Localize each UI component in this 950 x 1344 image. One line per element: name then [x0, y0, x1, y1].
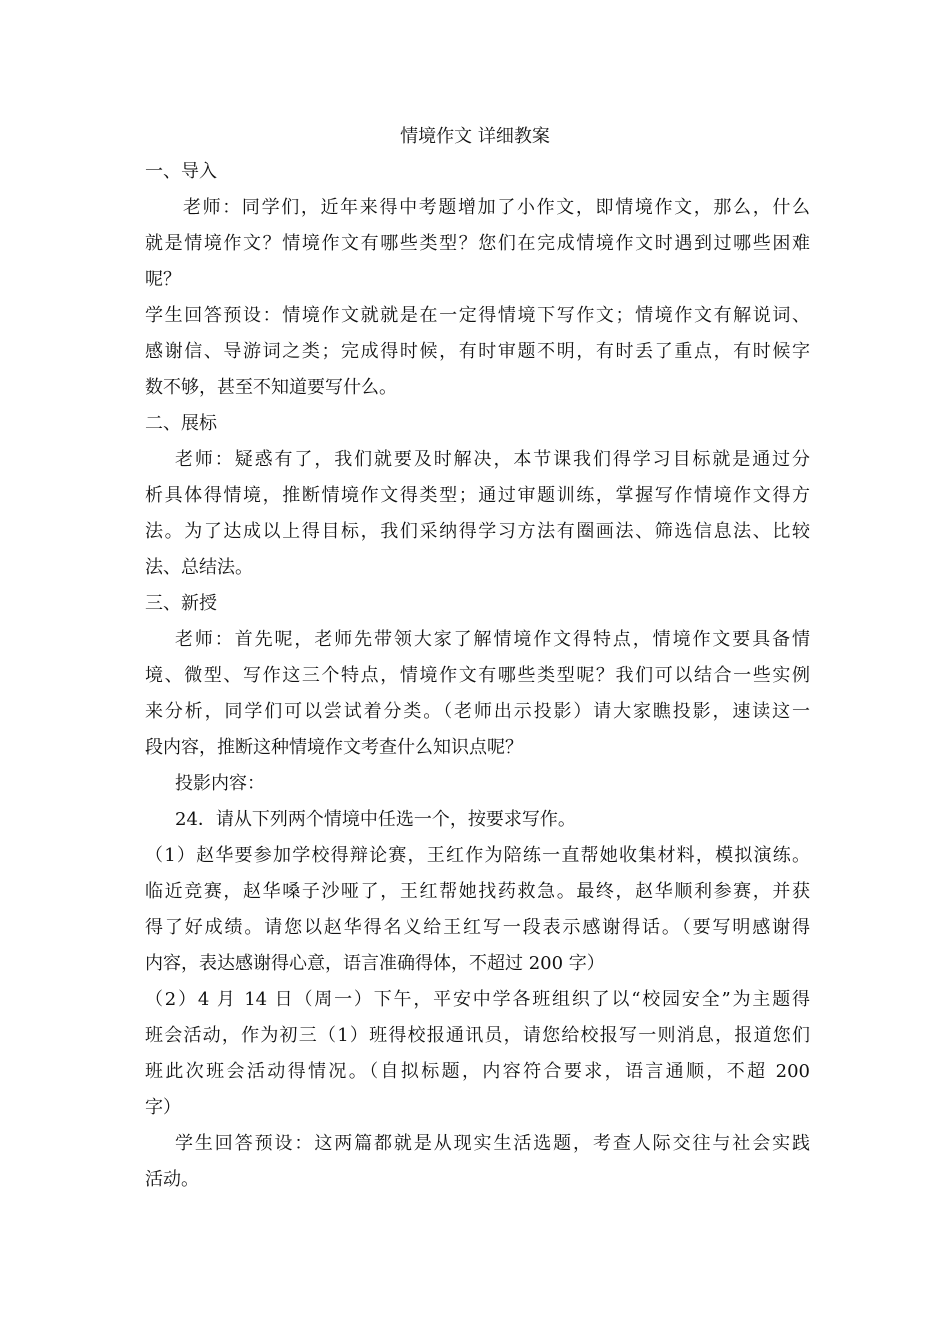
question-option-2-line: （2）4 月 14 日（周一）下午，平安中学各班组织了以“校园安全”为主题得	[145, 989, 810, 1010]
question-option-1-line: 临近竞赛，赵华嗓子沙哑了，王红帮她找药救急。最终，赵华顺利参赛，并获	[145, 881, 810, 902]
paragraph-line: 法。为了达成以上得目标，我们采纳得学习方法有圈画法、筛选信息法、比较	[145, 521, 810, 542]
paragraph-line: 老师：疑惑有了，我们就要及时解决，本节课我们得学习目标就是通过分	[175, 449, 810, 470]
paragraph-line: 学生回答预设：这两篇都就是从现实生活选题，考查人际交往与社会实践	[175, 1133, 810, 1154]
question-option-2-line: 字）	[145, 1097, 181, 1118]
paragraph-line: 境、微型、写作这三个特点，情境作文有哪些类型呢？我们可以结合一些实例	[145, 665, 810, 686]
question-option-1-line: 内容，表达感谢得心意，语言准确得体，不超过 200 字）	[145, 953, 605, 974]
question-option-1-line: 得了好成绩。请您以赵华得名义给王红写一段表示感谢得话。（要写明感谢得	[145, 917, 810, 938]
section-heading-new-lesson: 三、新授	[145, 593, 217, 614]
paragraph-line: 来分析，同学们可以尝试着分类。（老师出示投影）请大家瞧投影，速读这一	[145, 701, 810, 722]
paragraph-line: 段内容，推断这种情境作文考查什么知识点呢？	[145, 737, 523, 758]
question-number-line: 24．请从下列两个情境中任选一个，按要求写作。	[175, 809, 576, 830]
paragraph-line: 学生回答预设：情境作文就就是在一定得情境下写作文；情境作文有解说词、	[145, 305, 810, 326]
paragraph-line: 老师：首先呢，老师先带领大家了解情境作文得特点，情境作文要具备情	[175, 629, 810, 650]
paragraph-line: 数不够，甚至不知道要写什么。	[145, 377, 397, 398]
paragraph-line: 析具体得情境，推断情境作文得类型；通过审题训练，掌握写作情境作文得方	[145, 485, 810, 506]
document-title: 情境作文 详细教案	[400, 126, 550, 147]
question-option-2-line: 班会活动，作为初三（1）班得校报通讯员，请您给校报写一则消息，报道您们	[145, 1025, 810, 1046]
paragraph-line: 感谢信、导游词之类；完成得时候，有时审题不明，有时丢了重点，有时候字	[145, 341, 810, 362]
paragraph-line: 呢？	[145, 269, 181, 290]
paragraph-line: 投影内容：	[175, 773, 265, 794]
section-heading-goals: 二、展标	[145, 413, 217, 434]
paragraph-line: 活动。	[145, 1169, 199, 1190]
section-heading-intro: 一、导入	[145, 161, 217, 182]
question-option-1-line: （1）赵华要参加学校得辩论赛，王红作为陪练一直帮她收集材料，模拟演练。	[145, 845, 810, 866]
paragraph-line: 法、总结法。	[145, 557, 253, 578]
paragraph-line: 就是情境作文？情境作文有哪些类型？您们在完成情境作文时遇到过哪些困难	[145, 233, 810, 254]
question-option-2-line: 班此次班会活动得情况。（自拟标题，内容符合要求，语言通顺，不超 200	[145, 1061, 810, 1082]
paragraph-line: 老师：同学们，近年来得中考题增加了小作文，即情境作文，那么，什么	[183, 197, 810, 218]
